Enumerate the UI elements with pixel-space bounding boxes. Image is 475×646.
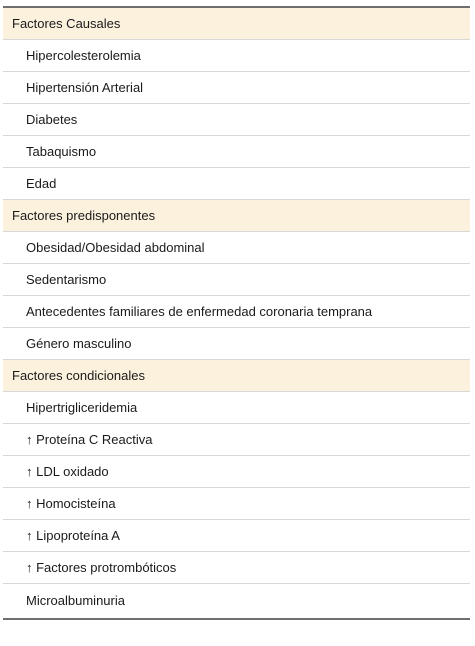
table-row: ↑ Lipoproteína A [3,520,470,552]
table-row: ↑ Factores protrombóticos [3,552,470,584]
table-row: Antecedentes familiares de enfermedad coronaria temprana [3,296,470,328]
table-row: Hipercolesterolemia [3,40,470,72]
table-row: Hipertensión Arterial [3,72,470,104]
table-row: Edad [3,168,470,200]
table-row: Sedentarismo [3,264,470,296]
group-header-causales: Factores Causales [3,8,470,40]
table-row: ↑ LDL oxidado [3,456,470,488]
table-row: Obesidad/Obesidad abdominal [3,232,470,264]
risk-factors-table [3,6,470,620]
table-row: ↑ Proteína C Reactiva [3,424,470,456]
group-header-predisponentes: Factores predisponentes [3,200,470,232]
table-row: ↑ Homocisteína [3,488,470,520]
group-header-condicionales: Factores condicionales [3,360,470,392]
table-row: Microalbuminuria [3,584,470,618]
table-row: Tabaquismo [3,136,470,168]
table-row: Diabetes [3,104,470,136]
table-row: Género masculino [3,328,470,360]
table-row: Hipertrigliceridemia [3,392,470,424]
